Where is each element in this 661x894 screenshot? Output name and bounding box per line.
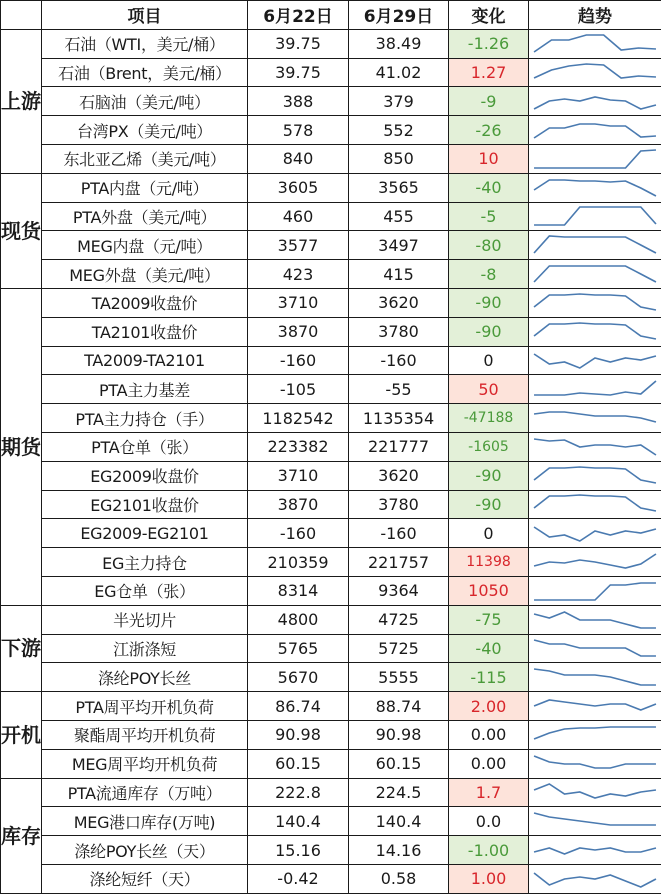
change-cell: 1.7 [449, 778, 529, 807]
change-cell: 1.00 [449, 864, 529, 893]
value-date-1: 3870 [248, 317, 349, 346]
table-row [1, 404, 661, 433]
sparkline-line [534, 848, 656, 854]
trend-sparkline [529, 864, 661, 893]
change-cell: -5 [449, 202, 529, 231]
change-cell: 50 [449, 375, 529, 404]
sparkline-chart [533, 406, 657, 430]
item-cell: PTA流通库存（万吨） [42, 778, 248, 807]
value-date-1: 86.74 [248, 692, 349, 721]
value-date-1: 140.4 [248, 807, 349, 836]
value-date-1: 39.75 [248, 29, 349, 58]
value-date-2: 4725 [349, 605, 449, 634]
sparkline-line [534, 669, 656, 685]
table-row [1, 864, 661, 893]
trend-sparkline [529, 202, 661, 231]
sparkline-line [534, 64, 656, 78]
sparkline-line [534, 700, 656, 710]
item-cell: PTA周平均开机负荷 [42, 692, 248, 721]
sparkline-line [534, 412, 656, 422]
item-cell: 石油（Brent，美元/桶） [42, 58, 248, 87]
item-cell: PTA主力基差 [42, 375, 248, 404]
table-row [1, 144, 661, 173]
table-row [1, 461, 661, 490]
change-cell: 1050 [449, 576, 529, 605]
value-date-1: 210359 [248, 548, 349, 577]
value-date-1: 460 [248, 202, 349, 231]
table-row [1, 173, 661, 202]
trend-sparkline [529, 836, 661, 865]
value-date-1: -160 [248, 519, 349, 548]
sparkline-chart [533, 752, 657, 776]
table-row [1, 58, 661, 87]
sparkline-chart [533, 838, 657, 862]
sparkline-line [534, 756, 656, 768]
item-cell: MEG周平均开机负荷 [42, 749, 248, 778]
table-row [1, 807, 661, 836]
value-date-2: 41.02 [349, 58, 449, 87]
sparkline-chart [533, 809, 657, 833]
sparkline-chart [533, 492, 657, 516]
value-date-1: 3710 [248, 461, 349, 490]
value-date-1: -105 [248, 375, 349, 404]
trend-sparkline [529, 519, 661, 548]
change-cell: -40 [449, 634, 529, 663]
trend-sparkline [529, 317, 661, 346]
value-date-2: 140.4 [349, 807, 449, 836]
value-date-1: 388 [248, 87, 349, 116]
sparkline-chart [533, 320, 657, 344]
value-date-1: 423 [248, 260, 349, 289]
change-cell: -80 [449, 231, 529, 260]
table-row [1, 634, 661, 663]
change-cell: -90 [449, 317, 529, 346]
value-date-1: 5670 [248, 663, 349, 692]
trend-sparkline [529, 346, 661, 375]
item-cell: 江浙涤短 [42, 634, 248, 663]
table-row [1, 490, 661, 519]
trend-sparkline [529, 548, 661, 577]
trend-sparkline [529, 461, 661, 490]
sparkline-chart [533, 665, 657, 689]
sparkline-chart [533, 262, 657, 286]
sparkline-line [534, 495, 656, 511]
sparkline-chart [533, 723, 657, 747]
value-date-2: 379 [349, 87, 449, 116]
trend-sparkline [529, 605, 661, 634]
trend-sparkline [529, 720, 661, 749]
item-cell: MEG港口库存(万吨) [42, 807, 248, 836]
value-date-2: 9364 [349, 576, 449, 605]
value-date-1: 3710 [248, 288, 349, 317]
table-row [1, 778, 661, 807]
item-cell: TA2009-TA2101 [42, 346, 248, 375]
change-cell: -1605 [449, 432, 529, 461]
sparkline-line [534, 813, 656, 825]
trend-sparkline [529, 778, 661, 807]
change-cell: 0.00 [449, 720, 529, 749]
change-cell: -9 [449, 87, 529, 116]
item-cell: EG2009收盘价 [42, 461, 248, 490]
table-row [1, 576, 661, 605]
table-body [1, 29, 661, 893]
trend-sparkline [529, 173, 661, 202]
value-date-1: 3605 [248, 173, 349, 202]
value-date-1: 3870 [248, 490, 349, 519]
group-label: 上游 [1, 29, 42, 173]
table-row [1, 346, 661, 375]
value-date-1: -0.42 [248, 864, 349, 893]
change-cell: -90 [449, 490, 529, 519]
value-date-2: 455 [349, 202, 449, 231]
header-item: 项目 [42, 1, 248, 30]
group-label: 开机 [1, 692, 42, 778]
sparkline-line [534, 873, 656, 887]
sparkline-line [534, 180, 656, 196]
sparkline-line [534, 266, 656, 282]
item-cell: MEG内盘（元/吨） [42, 231, 248, 260]
value-date-2: 3620 [349, 288, 449, 317]
change-cell: -1.26 [449, 29, 529, 58]
sparkline-line [534, 583, 656, 600]
sparkline-chart [533, 521, 657, 545]
value-date-2: 88.74 [349, 692, 449, 721]
value-date-1: 840 [248, 144, 349, 173]
value-date-2: -160 [349, 346, 449, 375]
trend-sparkline [529, 663, 661, 692]
sparkline-chart [533, 118, 657, 142]
value-date-1: 5765 [248, 634, 349, 663]
value-date-1: 3577 [248, 231, 349, 260]
sparkline-chart [533, 204, 657, 228]
table-row [1, 231, 661, 260]
value-date-1: 39.75 [248, 58, 349, 87]
sparkline-chart [533, 550, 657, 574]
sparkline-chart [533, 89, 657, 113]
change-cell: 2.00 [449, 692, 529, 721]
trend-sparkline [529, 634, 661, 663]
change-cell: -47188 [449, 404, 529, 433]
table-row [1, 317, 661, 346]
sparkline-line [534, 150, 656, 168]
table-row [1, 720, 661, 749]
group-label: 期货 [1, 288, 42, 605]
sparkline-line [534, 294, 656, 310]
value-date-2: 3780 [349, 317, 449, 346]
value-date-2: 0.58 [349, 864, 449, 893]
trend-sparkline [529, 375, 661, 404]
item-cell: 聚酯周平均开机负荷 [42, 720, 248, 749]
item-cell: PTA外盘（美元/吨） [42, 202, 248, 231]
sparkline-chart [533, 867, 657, 891]
value-date-2: 3497 [349, 231, 449, 260]
sparkline-line [534, 784, 656, 798]
value-date-2: 5555 [349, 663, 449, 692]
table-row [1, 836, 661, 865]
item-cell: 台湾PX（美元/吨） [42, 116, 248, 145]
table-row [1, 519, 661, 548]
sparkline-line [534, 554, 656, 568]
group-label: 下游 [1, 605, 42, 691]
change-cell: 0.00 [449, 749, 529, 778]
trend-sparkline [529, 144, 661, 173]
item-cell: 涤纶POY长丝 [42, 663, 248, 692]
change-cell: -26 [449, 116, 529, 145]
value-date-2: 415 [349, 260, 449, 289]
change-cell: -8 [449, 260, 529, 289]
value-date-2: 850 [349, 144, 449, 173]
table-row [1, 87, 661, 116]
item-cell: PTA仓单（张） [42, 432, 248, 461]
header-date-2: 6月29日 [349, 1, 449, 30]
change-cell: 0.0 [449, 807, 529, 836]
value-date-1: -160 [248, 346, 349, 375]
value-date-1: 15.16 [248, 836, 349, 865]
sparkline-line [534, 640, 656, 656]
value-date-1: 4800 [248, 605, 349, 634]
header-trend: 趋势 [529, 1, 661, 30]
value-date-1: 222.8 [248, 778, 349, 807]
change-cell: -90 [449, 288, 529, 317]
change-cell: -1.00 [449, 836, 529, 865]
change-cell: -115 [449, 663, 529, 692]
change-cell: -90 [449, 461, 529, 490]
item-cell: 东北亚乙烯（美元/吨） [42, 144, 248, 173]
sparkline-chart [533, 176, 657, 200]
table-row [1, 749, 661, 778]
sparkline-line [534, 527, 656, 541]
value-date-2: 552 [349, 116, 449, 145]
item-cell: EG2009-EG2101 [42, 519, 248, 548]
table-row [1, 375, 661, 404]
item-cell: 石油（WTI，美元/桶） [42, 29, 248, 58]
value-date-1: 8314 [248, 576, 349, 605]
item-cell: 涤纶短纤（天） [42, 864, 248, 893]
value-date-2: 3620 [349, 461, 449, 490]
trend-sparkline [529, 490, 661, 519]
trend-sparkline [529, 749, 661, 778]
sparkline-chart [533, 579, 657, 603]
trend-sparkline [529, 404, 661, 433]
sparkline-chart [533, 60, 657, 84]
item-cell: PTA内盘（元/吨） [42, 173, 248, 202]
sparkline-line [534, 97, 656, 109]
trend-sparkline [529, 807, 661, 836]
item-cell: EG2101收盘价 [42, 490, 248, 519]
sparkline-line [534, 354, 656, 368]
sparkline-line [534, 124, 656, 138]
table-row [1, 288, 661, 317]
sparkline-line [534, 439, 656, 455]
table-row [1, 29, 661, 58]
trend-sparkline [529, 231, 661, 260]
value-date-1: 223382 [248, 432, 349, 461]
sparkline-line [534, 727, 656, 739]
trend-sparkline [529, 288, 661, 317]
trend-sparkline [529, 116, 661, 145]
table-row [1, 663, 661, 692]
value-date-2: 90.98 [349, 720, 449, 749]
trend-sparkline [529, 432, 661, 461]
change-cell: 10 [449, 144, 529, 173]
value-date-2: 1135354 [349, 404, 449, 433]
trend-sparkline [529, 260, 661, 289]
value-date-1: 578 [248, 116, 349, 145]
header-date-1: 6月22日 [248, 1, 349, 30]
sparkline-chart [533, 464, 657, 488]
table-row [1, 692, 661, 721]
value-date-2: 14.16 [349, 836, 449, 865]
value-date-2: 221757 [349, 548, 449, 577]
sparkline-chart [533, 377, 657, 401]
sparkline-line [534, 612, 656, 628]
trend-sparkline [529, 58, 661, 87]
item-cell: TA2101收盘价 [42, 317, 248, 346]
item-cell: EG主力持仓 [42, 548, 248, 577]
value-date-2: 221777 [349, 432, 449, 461]
table-row [1, 116, 661, 145]
value-date-2: -55 [349, 375, 449, 404]
value-date-2: 224.5 [349, 778, 449, 807]
sparkline-line [534, 35, 656, 52]
table-row [1, 202, 661, 231]
item-cell: TA2009收盘价 [42, 288, 248, 317]
value-date-1: 1182542 [248, 404, 349, 433]
header-blank [1, 1, 42, 30]
trend-sparkline [529, 87, 661, 116]
value-date-1: 90.98 [248, 720, 349, 749]
value-date-2: 38.49 [349, 29, 449, 58]
header-change: 变化 [449, 1, 529, 30]
change-cell: 0 [449, 519, 529, 548]
sparkline-line [534, 467, 656, 483]
item-cell: 涤纶POY长丝（天） [42, 836, 248, 865]
group-label: 现货 [1, 173, 42, 288]
sparkline-line [534, 381, 656, 395]
change-cell: 1.27 [449, 58, 529, 87]
item-cell: 半光切片 [42, 605, 248, 634]
header-row [1, 1, 661, 30]
sparkline-chart [533, 608, 657, 632]
trend-sparkline [529, 576, 661, 605]
value-date-2: 5725 [349, 634, 449, 663]
table-row [1, 260, 661, 289]
change-cell: 0 [449, 346, 529, 375]
table-row [1, 605, 661, 634]
sparkline-line [534, 236, 656, 253]
value-date-2: -160 [349, 519, 449, 548]
group-label: 库存 [1, 778, 42, 893]
sparkline-chart [533, 435, 657, 459]
item-cell: EG仓单（张） [42, 576, 248, 605]
sparkline-chart [533, 32, 657, 56]
value-date-2: 3565 [349, 173, 449, 202]
trend-sparkline [529, 692, 661, 721]
sparkline-chart [533, 636, 657, 660]
value-date-1: 60.15 [248, 749, 349, 778]
sparkline-line [534, 207, 656, 225]
sparkline-chart [533, 348, 657, 372]
sparkline-chart [533, 780, 657, 804]
change-cell: -40 [449, 173, 529, 202]
item-cell: MEG外盘（美元/吨） [42, 260, 248, 289]
item-cell: PTA主力持仓（手） [42, 404, 248, 433]
sparkline-chart [533, 291, 657, 315]
sparkline-line [534, 323, 656, 339]
sparkline-chart [533, 233, 657, 257]
sparkline-chart [533, 147, 657, 171]
trend-sparkline [529, 29, 661, 58]
change-cell: 11398 [449, 548, 529, 577]
value-date-2: 60.15 [349, 749, 449, 778]
table-row [1, 548, 661, 577]
item-cell: 石脑油（美元/吨） [42, 87, 248, 116]
sparkline-chart [533, 694, 657, 718]
change-cell: -75 [449, 605, 529, 634]
value-date-2: 3780 [349, 490, 449, 519]
table-row [1, 432, 661, 461]
